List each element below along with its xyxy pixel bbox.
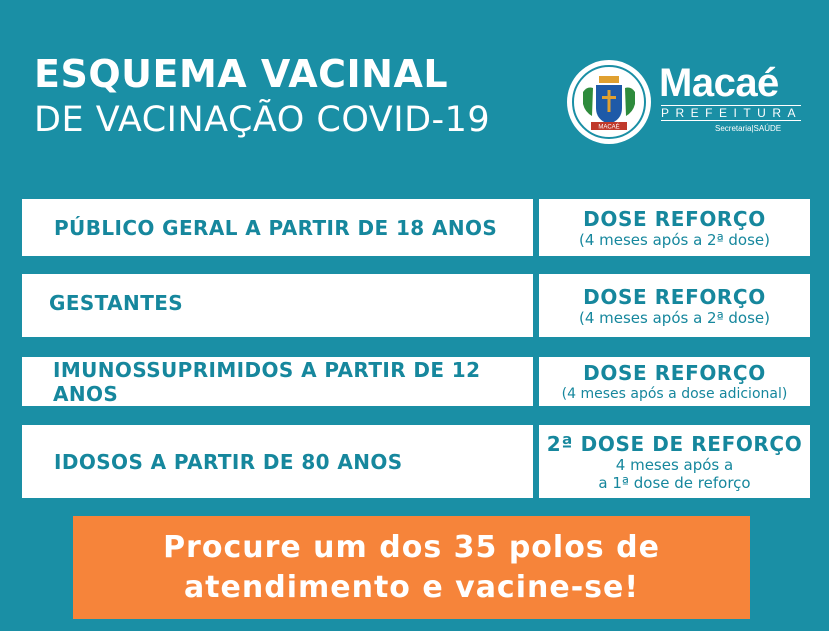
audience-cell-immunosuppressed xyxy=(22,357,533,406)
audience-label: GESTANTES xyxy=(49,290,184,315)
audience-cell-pregnant xyxy=(22,274,533,337)
audience-cell-elderly xyxy=(22,425,533,498)
dose-title: DOSE REFORÇO xyxy=(583,206,766,231)
dose-note: 4 meses após a xyxy=(615,455,734,474)
dose-cell-general xyxy=(539,199,810,256)
dose-title: DOSE REFORÇO xyxy=(583,360,766,385)
audience-cell-general xyxy=(22,199,533,256)
audience-label: IDOSOS A PARTIR DE 80 ANOS xyxy=(54,449,403,474)
audience-label: PÚBLICO GERAL A PARTIR DE 18 ANOS xyxy=(54,215,498,240)
dose-note: a 1ª dose de reforço xyxy=(598,473,751,492)
cta-line-1: Procure um dos 35 polos de xyxy=(163,529,660,565)
macae-logo xyxy=(565,55,805,145)
city-crest-icon xyxy=(565,58,653,146)
dose-title: DOSE REFORÇO xyxy=(583,284,766,309)
audience-label: IMUNOSSUPRIMIDOS A PARTIR DE 12 ANOS xyxy=(53,357,481,406)
page-title: ESQUEMA VACINAL xyxy=(34,52,449,96)
cta-line-2: atendimento e vacine-se! xyxy=(183,569,640,605)
logo-prefeitura: PREFEITURA xyxy=(661,106,803,120)
dose-cell-pregnant xyxy=(539,274,810,337)
dose-cell-immunosuppressed xyxy=(539,357,810,406)
dose-cell-elderly xyxy=(539,425,810,498)
dose-note: (4 meses após a 2ª dose) xyxy=(578,308,771,327)
page-subtitle: DE VACINAÇÃO COVID-19 xyxy=(34,100,491,140)
dose-note: (4 meses após a 2ª dose) xyxy=(578,230,771,249)
logo-secretaria: Secretaria|SAÚDE xyxy=(715,124,782,133)
logo-name: Macaé xyxy=(659,61,779,105)
dose-note: (4 meses após a dose adicional) xyxy=(561,385,788,402)
dose-title: 2ª DOSE DE REFORÇO xyxy=(546,431,803,456)
crest-text: MACAÉ xyxy=(598,124,620,131)
call-to-action-banner xyxy=(73,516,750,619)
